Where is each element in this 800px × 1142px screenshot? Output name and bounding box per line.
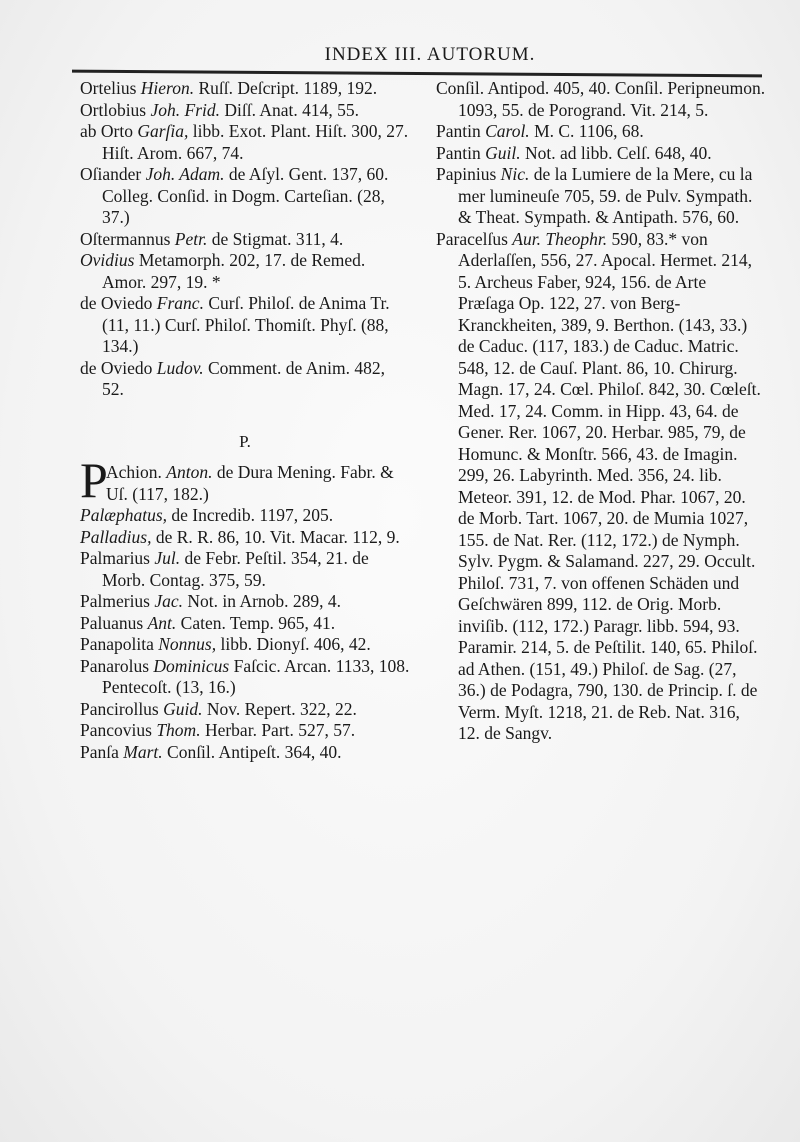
index-entry (80, 742, 410, 764)
entry-text: libb. Dionyſ. 406, 42. (220, 634, 371, 654)
entry-name: Achion. (106, 462, 162, 482)
entry-given: Jac. (154, 591, 184, 611)
entry-name: Panapolita (80, 634, 154, 654)
entry-text: de Dura Mening. Fabr. & Uſ. (117, 182.) (106, 462, 394, 504)
header-rule (72, 70, 762, 78)
entry-text: Not. in Arnob. 289, 4. (187, 591, 342, 611)
index-entry (80, 613, 410, 635)
index-entry (80, 634, 410, 656)
entry-text: de la Lumiere de la Mere, cu la mer lumineuſe 705, 59. de Pulv. Sympath. & Theat. Sympath. & Antipath. 576, 60. (458, 164, 753, 227)
entry-text: de R. R. 86, 10. Vit. Macar. 112, 9. (155, 526, 400, 547)
index-entry (80, 164, 410, 229)
entry-text: Not. ad libb. Celſ. 648, 40. (524, 142, 712, 163)
index-entry (436, 121, 766, 143)
entry-text: Conſil. Antipeſt. 364, 40. (167, 741, 342, 762)
drop-capital: P (80, 452, 108, 508)
entry-given: Jul. (154, 548, 181, 568)
entry-name: Paracelſus (436, 228, 508, 249)
entry-given: Dominicus (153, 655, 230, 676)
entry-name: Ortlobius (80, 99, 147, 120)
entry-name: Oſtermannus (80, 228, 171, 249)
page-header: INDEX III. AUTORUM. (324, 44, 536, 65)
section-letter: P. (239, 431, 251, 451)
entry-given: Ovidius (80, 250, 135, 270)
entry-name: de Oviedo (80, 357, 153, 378)
entry-text: Diſſ. Anat. 414, 55. (224, 99, 360, 120)
entry-name: Panarolus (80, 655, 150, 676)
entry-text: Conſil. Antipod. 405, 40. Conſil. Peripneumon. 1093, 55. de Porogrand. Vit. 214, 5. (436, 78, 766, 120)
entry-name: Pancirollus (80, 698, 159, 719)
entry-text: Caten. Temp. 965, 41. (180, 612, 336, 633)
entry-given: Ant. (147, 612, 177, 633)
entry-given: Joh. Adam. (145, 164, 225, 184)
entry-name: ab Orto (80, 121, 133, 141)
index-entry (80, 656, 410, 699)
index-entry (80, 250, 410, 293)
entry-name: Pantin (436, 121, 481, 141)
entry-text: Metamorph. 202, 17. de Remed. Amor. 297, 19. * (102, 250, 366, 292)
index-entry (80, 100, 410, 122)
index-entry (80, 720, 410, 742)
entry-given: Hieron. (140, 78, 195, 98)
entry-name: Panſa (80, 741, 119, 762)
entry-given: Guid. (163, 698, 203, 719)
index-entry (80, 229, 410, 251)
index-entry (80, 121, 410, 164)
entry-text: Herbar. Part. 527, 57. (204, 720, 356, 740)
index-entry (436, 229, 766, 745)
entry-given: Joh. Frid. (150, 99, 221, 120)
entry-text: Comment. de Anim. 482, 52. (102, 357, 385, 399)
index-entry (80, 293, 410, 358)
left-column (80, 78, 410, 763)
entry-text: de Febr. Peſtil. 354, 21. de Morb. Contag. 375, 59. (102, 548, 369, 590)
entry-given: Carol. (485, 121, 530, 141)
entry-given: Anton. (166, 462, 213, 482)
entry-text: Nov. Repert. 322, 22. (206, 698, 357, 719)
entry-name: de Oviedo (80, 293, 153, 313)
entry-name: Paluanus (80, 612, 144, 633)
entry-given: Nonnus, (158, 634, 217, 654)
index-entry (436, 78, 766, 121)
right-column (436, 78, 766, 745)
entry-name: Papinius (436, 164, 497, 184)
index-entry (80, 358, 410, 401)
entry-given: Franc. (156, 293, 204, 313)
entry-name: Oſiander (80, 164, 142, 184)
entry-name: Palmarius (80, 548, 150, 568)
entry-name: Pantin (436, 142, 481, 163)
index-entry (80, 505, 410, 527)
entry-given: Guil. (485, 142, 521, 163)
index-entry (80, 527, 410, 549)
entry-given: Thom. (156, 720, 201, 740)
entry-text: libb. Exot. Plant. Hiſt. 300, 27. Hiſt. Arom. 667, 74. (102, 121, 409, 163)
entry-text: Faſcic. Arcan. 1133, 108. Pentecoſt. (13, 16.) (102, 655, 410, 697)
entry-given: Palæphatus, (80, 505, 168, 525)
entry-text: de Incredib. 1197, 205. (171, 505, 334, 525)
entry-given: Ludov. (156, 357, 204, 378)
entry-given: Nic. (500, 164, 530, 184)
entry-given: Palladius, (80, 526, 152, 547)
entry-text: Curſ. Philoſ. de Anima Tr. (11, 11.) Curſ. Philoſ. Thomiſt. Phyſ. (88, 134.) (102, 293, 390, 356)
entry-text: 590, 83.* von Aderlaſſen, 556, 27. Apocal. Hermet. 214, 5. Archeus Faber, 924, 156. de Arte Præſaga Op. 122, 27. von Berg-Kranckheiten, 389, 9. Berthon. (143, 33.) de Caduc. (117, 183.) de Caduc. Matric. 548, 12. de Cauſ. Plant. 86, 10. Chirurg. Magn. 17, 24. Cœl. Philoſ. 842, 30. Cœleſt. Med. 17, 24. Comm. in Hipp. 43, 64. de Gener. Rer. 1067, 20. Herbar. 985, 79, de Homunc. & Monſtr. 566, 43. de Imagin. 299, 26. Labyrinth. Med. 356, 24. lib. Meteor. 391, 12. de Mod. Phar. 1067, 20. de Morb. Tart. 1067, 20. de Mumia 1027, 155. de Nat. Rer. (112, 172.) de Nymph. Sylv. Pygm. & Salamand. 227, 29. Occult. Philoſ. 731, 7. von offenen Schäden und Geſchwären 899, 112. de Orig. Morb. inviſib. (112, 172.) Paragr. libb. 594, 93. Paramir. 214, 5. de Peſtilit. 140, 65. Philoſ. ad Athen. (151, 49.) Philoſ. de Sag. (27, 36.) de Podagra, 790, 130. de Princip. ſ. de Verm. Myſt. 1218, 21. de Reb. Nat. 316, 12. de Sangv. (458, 228, 761, 743)
entry-given: Aur. Theophr. (512, 228, 608, 249)
entry-name: Palmerius (80, 591, 150, 611)
entry-text: de Stigmat. 311, 4. (211, 228, 344, 249)
entry-given: Garſia, (137, 121, 189, 141)
entry-text: Ruſſ. Deſcript. 1189, 192. (198, 78, 378, 98)
entry-text: de Aſyl. Gent. 137, 60. Colleg. Conſid. in Dogm. Carteſian. (28, 37.) (102, 164, 389, 227)
index-entry (436, 164, 766, 229)
index-entry (80, 699, 410, 721)
index-entry (80, 78, 410, 100)
index-entry (436, 143, 766, 165)
index-entry (80, 591, 410, 613)
index-entry (80, 548, 410, 591)
dropcap-entry (80, 452, 410, 508)
entry-given: Petr. (174, 228, 208, 249)
entry-name: Pancovius (80, 720, 152, 740)
entry-text: M. C. 1106, 68. (534, 121, 644, 141)
entry-given: Mart. (123, 741, 163, 762)
entry-name: Ortelius (80, 78, 137, 98)
